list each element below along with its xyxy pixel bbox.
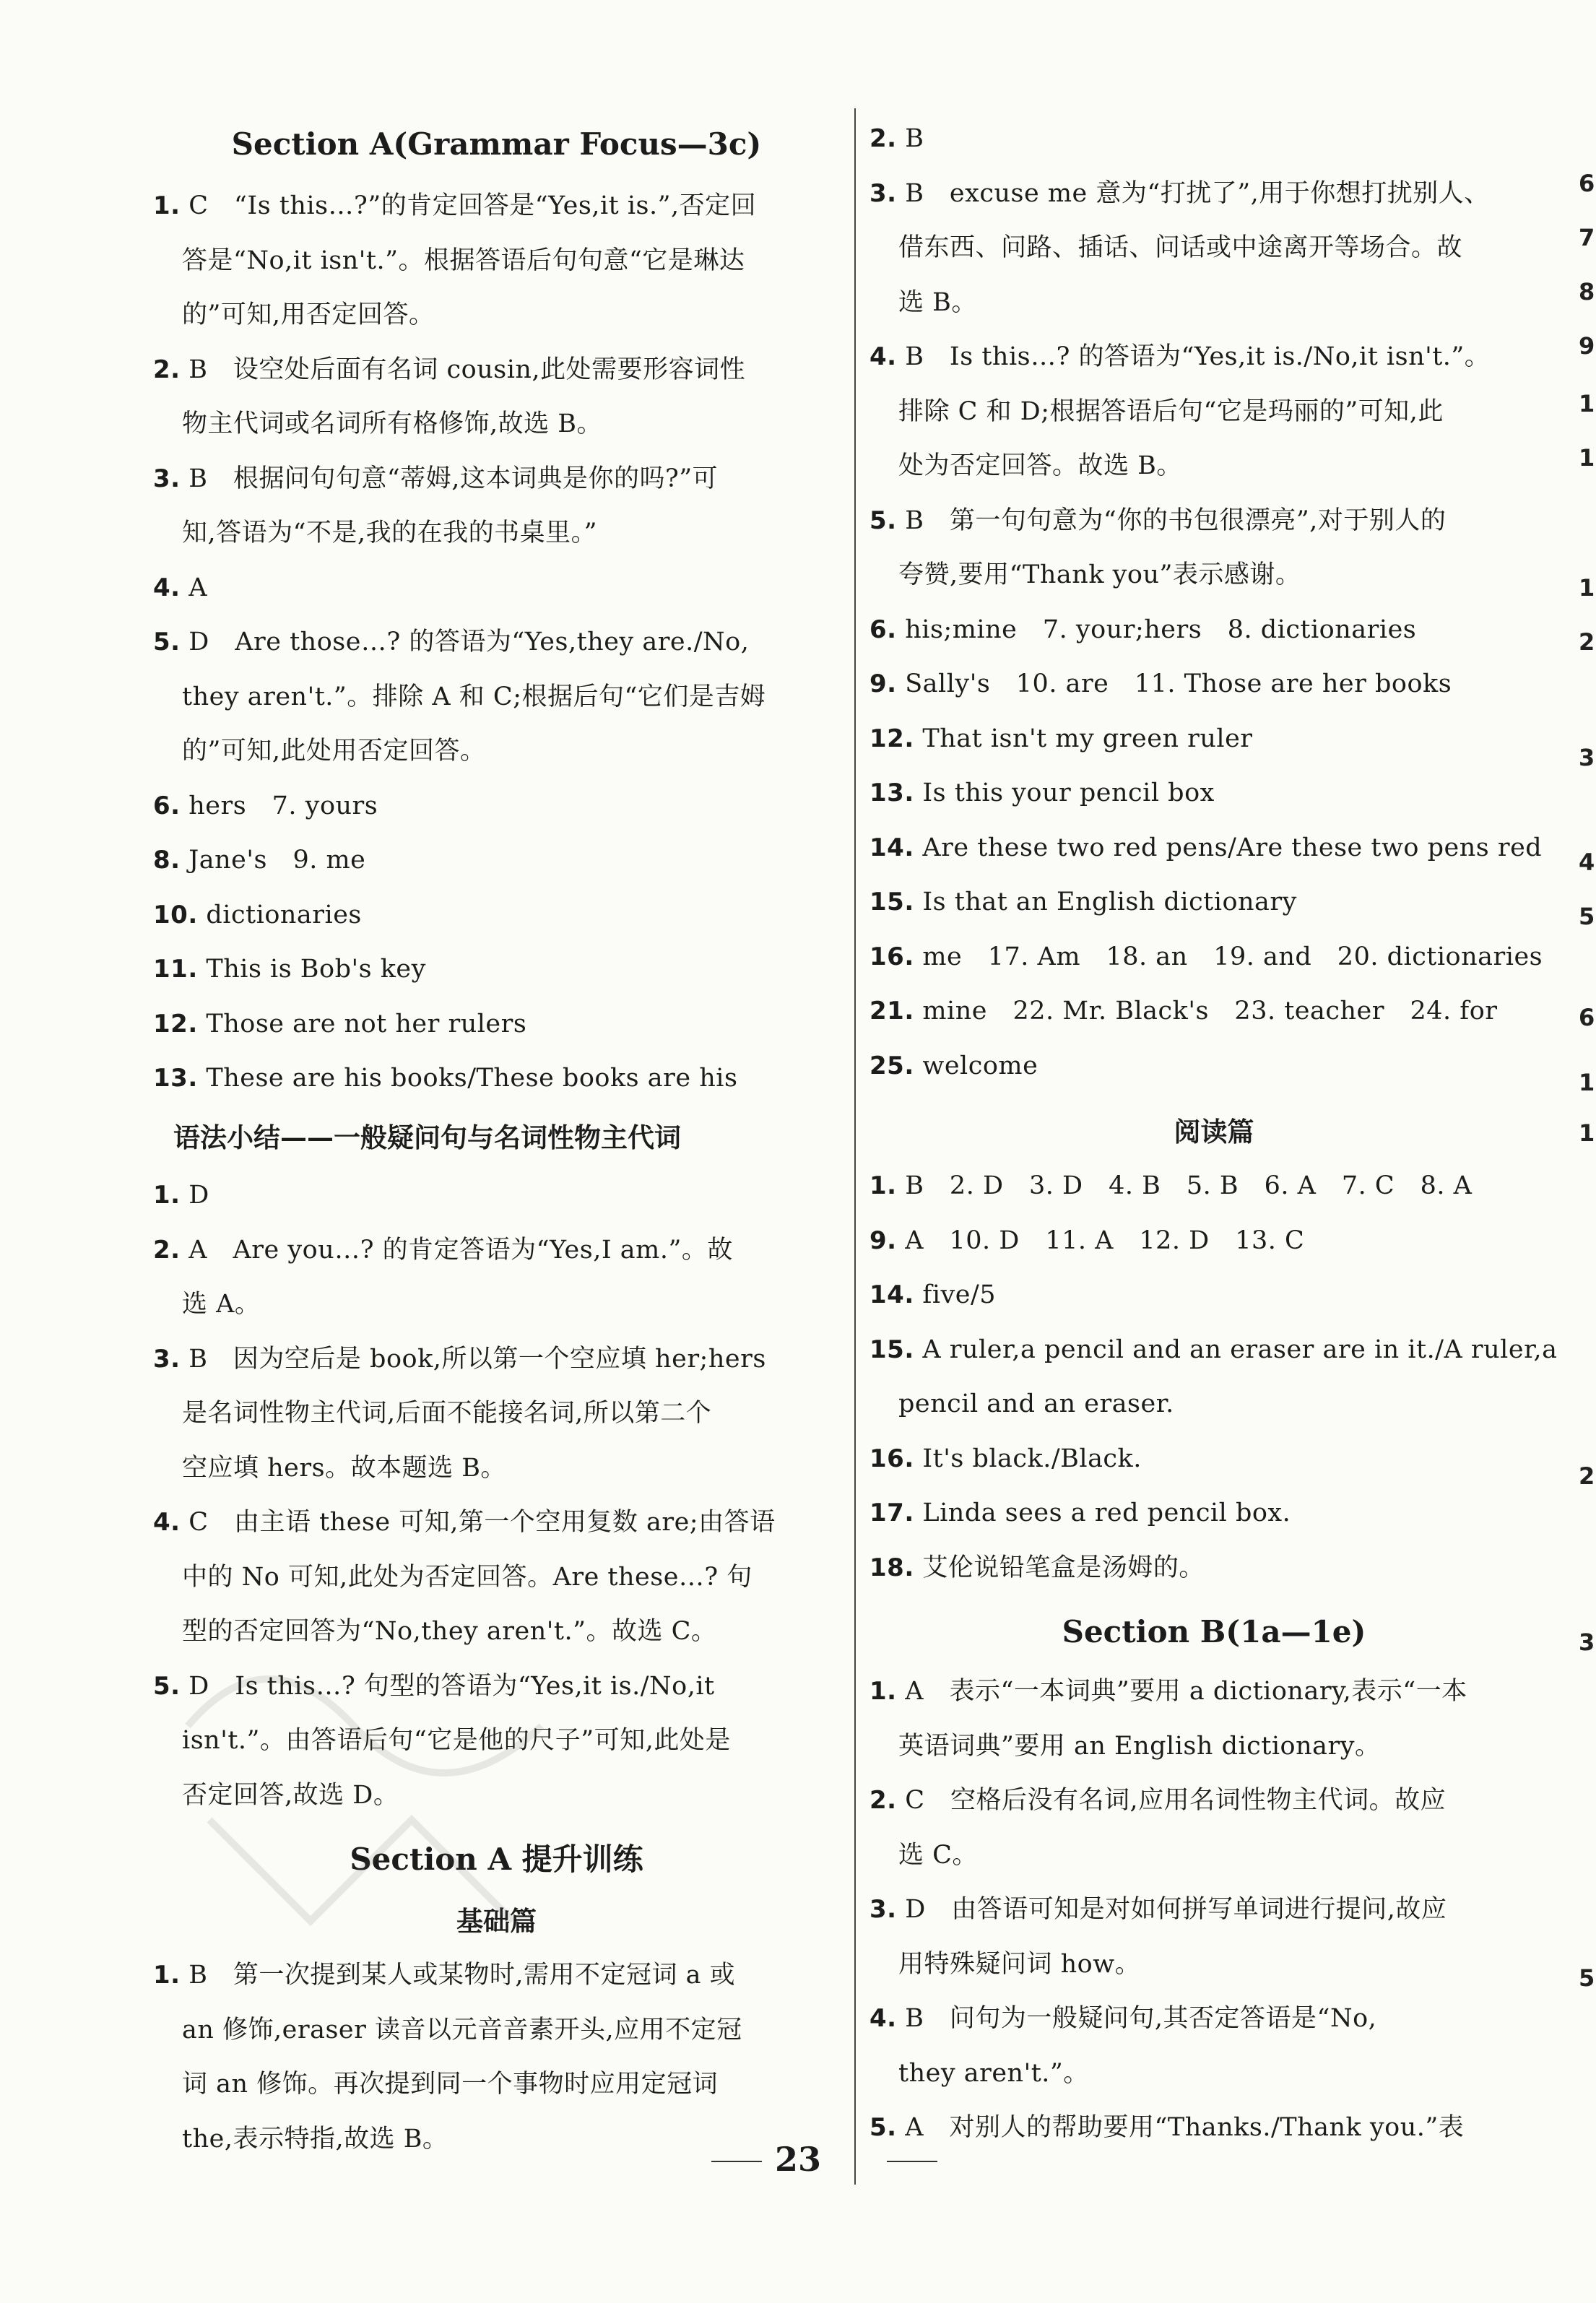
answer-line <box>861 2052 1567 2095</box>
answer-line <box>144 675 849 719</box>
answer-text: 型的否定回答为“No,they aren't.”。故选 C。 <box>182 1617 717 1646</box>
grammar-summary-heading: 语法小结——一般疑问句与名词性物主代词 <box>173 1122 681 1153</box>
answer-text: Jane's 9. me <box>180 846 366 875</box>
edge-number: 4 <box>1579 849 1595 876</box>
answer-line <box>861 1834 1567 1877</box>
answer-text: 的”可知,用否定回答。 <box>182 300 435 329</box>
answer-line <box>861 608 1567 651</box>
edge-number: 6 <box>1579 1004 1595 1031</box>
answer-number: 4. <box>869 342 897 371</box>
answer-line <box>861 1044 1567 1088</box>
answer-number: 15. <box>869 888 914 916</box>
answer-text: These are his books/These books are his <box>197 1064 738 1093</box>
answer-line <box>861 1219 1567 1262</box>
answer-text: 选 A。 <box>182 1290 261 1319</box>
edge-number: 7 <box>1579 224 1595 251</box>
column-divider <box>854 119 856 2185</box>
edge-number: 6 <box>1579 170 1595 197</box>
right-column-edge <box>1579 108 1596 2188</box>
answer-line <box>861 935 1567 979</box>
answer-line <box>144 1774 849 1817</box>
answer-text: Are these two red pens/Are these two pens red <box>914 833 1543 862</box>
answer-number: 4. <box>153 1508 181 1537</box>
answer-text: dictionaries <box>197 900 362 929</box>
answer-number: 13. <box>153 1064 198 1093</box>
answer-text: an 修饰,eraser 读音以元音音素开头,应用不定冠 <box>182 2015 742 2044</box>
answer-text: 排除 C 和 D;根据答语后句“它是玛丽的”可知,此 <box>898 396 1444 426</box>
answer-line <box>861 172 1567 215</box>
answer-line <box>144 1174 849 1217</box>
answer-line <box>144 1556 849 1599</box>
section-b-heading: Section B(1a—1e) <box>1062 1614 1366 1649</box>
answer-number: 3. <box>153 464 181 493</box>
answer-number: 9. <box>869 1226 897 1255</box>
answer-line <box>144 2063 849 2106</box>
answer-text: A 10. D 11. A 12. D 13. C <box>896 1226 1305 1255</box>
answer-line <box>144 838 849 882</box>
answer-text: This is Bob's key <box>197 955 426 984</box>
answer-line <box>861 989 1567 1033</box>
answer-text: Linda sees a red pencil box. <box>914 1499 1291 1527</box>
section-a-training-heading: Section A 提升训练 <box>350 1842 643 1877</box>
answer-line <box>861 1670 1567 1713</box>
answer-line <box>144 239 849 282</box>
answer-line <box>861 1943 1567 1986</box>
answer-line <box>144 620 849 664</box>
edge-number: 9 <box>1579 332 1595 360</box>
edge-number: 3 <box>1579 744 1595 771</box>
answer-line <box>144 1057 849 1100</box>
answer-text: 选 C。 <box>898 1840 978 1870</box>
edge-number: 1 <box>1579 1069 1595 1096</box>
answer-line <box>144 184 849 227</box>
answer-number: 16. <box>869 1444 914 1473</box>
answer-line <box>861 2106 1567 2149</box>
answer-text: pencil and an eraser. <box>898 1389 1174 1418</box>
answer-line <box>861 335 1567 378</box>
answer-line <box>144 1953 849 1997</box>
answer-text: 物主代词或名词所有格修饰,故选 B。 <box>182 409 602 438</box>
answer-number: 10. <box>153 900 198 929</box>
answer-line <box>144 729 849 773</box>
answer-line <box>861 1491 1567 1535</box>
answer-line <box>144 293 849 337</box>
answer-line <box>861 117 1567 160</box>
answer-text: 是名词性物主代词,后面不能接名词,所以第二个 <box>182 1399 712 1428</box>
answer-line <box>144 1228 849 1272</box>
answer-text: me 17. Am 18. an 19. and 20. dictionaries <box>914 942 1543 971</box>
answer-number: 9. <box>869 669 897 698</box>
edge-number: 5 <box>1579 1964 1595 1992</box>
answer-text: 艾伦说铅笔盒是汤姆的。 <box>914 1553 1205 1582</box>
answer-line <box>861 390 1567 433</box>
answer-text: the,表示特指,故选 B。 <box>182 2124 448 2154</box>
edge-number: 8 <box>1579 278 1595 305</box>
answer-number: 5. <box>869 2113 897 2142</box>
answer-text: That isn't my green ruler <box>914 724 1253 753</box>
answer-number: 4. <box>869 2004 897 2033</box>
answer-line <box>861 1382 1567 1426</box>
answer-number: 2. <box>153 1235 181 1265</box>
answer-number: 8. <box>153 846 181 875</box>
answer-line <box>861 281 1567 324</box>
answer-line <box>144 784 849 828</box>
answer-text: D Is this…? 句型的答语为“Yes,it is./No,it <box>180 1671 715 1701</box>
answer-text: 答是“No,it isn't.”。根据答语后句句意“它是琳达 <box>182 246 745 275</box>
answer-text: five/5 <box>914 1280 997 1309</box>
edge-number: 2 <box>1579 1462 1595 1490</box>
answer-number: 21. <box>869 997 914 1025</box>
answer-text: C 由主语 these 可知,第一个空用复数 are;由答语 <box>180 1508 776 1537</box>
answer-line <box>861 1273 1567 1317</box>
answer-line <box>861 1437 1567 1480</box>
answer-line <box>144 1610 849 1653</box>
answer-text: B 设空处后面有名词 cousin,此处需要形容词性 <box>180 355 746 384</box>
answer-number: 5. <box>869 506 897 535</box>
answer-number: 3. <box>869 178 897 208</box>
answer-number: 3. <box>869 1895 897 1924</box>
answer-number: 3. <box>153 1344 181 1374</box>
edge-number: 1 <box>1579 444 1595 472</box>
answer-line <box>144 1665 849 1708</box>
answer-text: B Is this…? 的答语为“Yes,it is./No,it isn't.”。 <box>896 342 1491 371</box>
reading-heading: 阅读篇 <box>1174 1116 1254 1148</box>
answer-text: C 空格后没有名词,应用名词性物主代词。故应 <box>896 1786 1447 1815</box>
answer-text: Those are not her rulers <box>197 1009 527 1038</box>
answer-text: B 根据问句句意“蒂姆,这本词典是你的吗?”可 <box>180 464 719 493</box>
answer-number: 25. <box>869 1051 914 1080</box>
answer-line <box>144 457 849 500</box>
answer-number: 5. <box>153 628 181 656</box>
section-a-heading: Section A(Grammar Focus—3c) <box>231 126 762 162</box>
answer-text: A Are you…? 的肯定答语为“Yes,I am.”。故 <box>180 1235 733 1265</box>
answer-number: 15. <box>869 1335 914 1364</box>
answer-line <box>861 1779 1567 1822</box>
answer-text: welcome <box>914 1051 1038 1080</box>
answer-number: 11. <box>153 955 198 984</box>
answer-text: 词 an 修饰。再次提到同一个事物时应用定冠词 <box>182 2070 719 2099</box>
answer-number: 13. <box>869 778 914 807</box>
answer-text: D 由答语可知是对如何拼写单词进行提问,故应 <box>896 1895 1447 1924</box>
answer-text: Is that an English dictionary <box>914 888 1297 916</box>
answer-number: 5. <box>153 1671 181 1701</box>
answer-number: 12. <box>869 724 914 753</box>
answer-line <box>144 1447 849 1490</box>
answer-number: 1. <box>153 1181 181 1210</box>
answer-text: 知,答语为“不是,我的在我的书桌里。” <box>182 519 598 547</box>
answer-line <box>861 499 1567 542</box>
answer-line <box>861 1546 1567 1589</box>
answer-text: B excuse me 意为“打扰了”,用于你想打扰别人、 <box>896 178 1490 208</box>
edge-number: 2 <box>1579 628 1595 656</box>
answer-line <box>861 1725 1567 1768</box>
answer-number: 14. <box>869 1280 914 1309</box>
answer-number: 1. <box>869 1171 897 1200</box>
answer-text: 中的 No 可知,此处为否定回答。Are these…? 句 <box>182 1562 753 1592</box>
answer-text: B 2. D 3. D 4. B 5. B 6. A 7. C 8. A <box>896 1171 1473 1200</box>
page-number-dash-right <box>887 2161 937 2162</box>
answer-number: 12. <box>153 1009 198 1038</box>
answer-line <box>144 947 849 991</box>
answer-text: It's black./Black. <box>914 1444 1142 1473</box>
answer-number: 18. <box>869 1553 914 1582</box>
answer-text: A 表示“一本词典”要用 a dictionary,表示“一本 <box>896 1677 1467 1706</box>
answer-text: 处为否定回答。故选 B。 <box>898 451 1182 480</box>
answer-line <box>144 348 849 391</box>
answer-line <box>144 893 849 937</box>
answer-text: A ruler,a pencil and an eraser are in it./A ruler,a <box>914 1335 1558 1364</box>
answer-text: isn't.”。由答语后句“它是他的尺子”可知,此处是 <box>182 1726 731 1755</box>
answer-text: 选 B。 <box>898 287 977 317</box>
answer-line <box>861 826 1567 869</box>
answer-text: they aren't.”。 <box>898 2058 1089 2088</box>
edge-number: 5 <box>1579 903 1595 930</box>
answer-line <box>861 1164 1567 1207</box>
answer-text: B <box>896 124 924 153</box>
answer-text: 的”可知,此处用否定回答。 <box>182 737 486 766</box>
answer-line <box>144 1002 849 1046</box>
answer-number: 1. <box>869 1677 897 1706</box>
answer-number: 2. <box>869 124 897 153</box>
answer-text: 否定回答,故选 D。 <box>182 1780 399 1810</box>
answer-line <box>861 1888 1567 1931</box>
edge-number: 1 <box>1579 574 1595 602</box>
answer-number: 17. <box>869 1499 914 1527</box>
answer-number: 6. <box>153 791 181 820</box>
edge-number: 3 <box>1579 1628 1595 1656</box>
page-number: 23 <box>774 2140 821 2179</box>
answer-text: Is this your pencil box <box>914 778 1215 807</box>
answer-number: 1. <box>153 191 181 220</box>
answer-number: 16. <box>869 942 914 971</box>
answer-line <box>144 1392 849 1435</box>
answer-line <box>861 1328 1567 1371</box>
answer-text: 用特殊疑问词 how。 <box>898 1949 1141 1979</box>
answer-number: 2. <box>869 1786 897 1815</box>
answer-line <box>144 511 849 555</box>
answer-line <box>144 566 849 610</box>
answer-text: 空应填 hers。故本题选 B。 <box>182 1453 506 1483</box>
answer-number: 14. <box>869 833 914 862</box>
answer-number: 6. <box>869 615 897 644</box>
answer-line <box>861 444 1567 487</box>
answer-text: hers 7. yours <box>180 791 378 820</box>
answer-text: B 因为空后是 book,所以第一个空应填 her;hers <box>180 1344 766 1374</box>
answer-line <box>861 771 1567 815</box>
answer-number: 2. <box>153 355 181 384</box>
answer-line <box>861 717 1567 760</box>
answer-line <box>144 1337 849 1381</box>
answer-text: B 第一句句意为“你的书包很漂亮”,对于别人的 <box>896 506 1447 535</box>
answer-text: his;mine 7. your;hers 8. dictionaries <box>896 615 1417 644</box>
answer-line <box>144 2008 849 2052</box>
answer-text: D <box>180 1181 209 1210</box>
answer-text: A 对别人的帮助要用“Thanks./Thank you.”表 <box>896 2113 1465 2142</box>
answer-text: C “Is this…?”的肯定回答是“Yes,it is.”,否定回 <box>180 191 757 220</box>
answer-number: 4. <box>153 573 181 602</box>
answer-line <box>144 1501 849 1544</box>
answer-text: 英语词典”要用 an English dictionary。 <box>898 1731 1381 1761</box>
answer-number: 1. <box>153 1961 181 1990</box>
answer-line <box>144 1719 849 1762</box>
answer-line <box>861 1997 1567 2040</box>
answer-text: B 问句为一般疑问句,其否定答语是“No, <box>896 2004 1377 2033</box>
answer-line <box>861 662 1567 706</box>
answer-text: they aren't.”。排除 A 和 C;根据后句“它们是吉姆 <box>182 682 766 711</box>
answer-text: 借东西、问路、插话、问话或中途离开等场合。故 <box>898 233 1463 262</box>
answer-line <box>861 226 1567 269</box>
answer-text: D Are those…? 的答语为“Yes,they are./No, <box>180 628 750 656</box>
answer-text: B 第一次提到某人或某物时,需用不定冠词 a 或 <box>180 1961 736 1990</box>
edge-number: 1 <box>1579 1119 1595 1147</box>
answer-text: Sally's 10. are 11. Those are her books <box>896 669 1452 698</box>
answer-line <box>861 880 1567 924</box>
answer-text: 夸赞,要用“Thank you”表示感谢。 <box>898 560 1301 589</box>
answer-text: A <box>180 573 207 602</box>
edge-number: 1 <box>1579 390 1595 417</box>
basic-heading: 基础篇 <box>456 1905 537 1937</box>
answer-line <box>144 402 849 446</box>
answer-text: mine 22. Mr. Black's 23. teacher 24. for <box>914 997 1498 1025</box>
answer-line <box>861 553 1567 597</box>
answer-line <box>144 1283 849 1326</box>
